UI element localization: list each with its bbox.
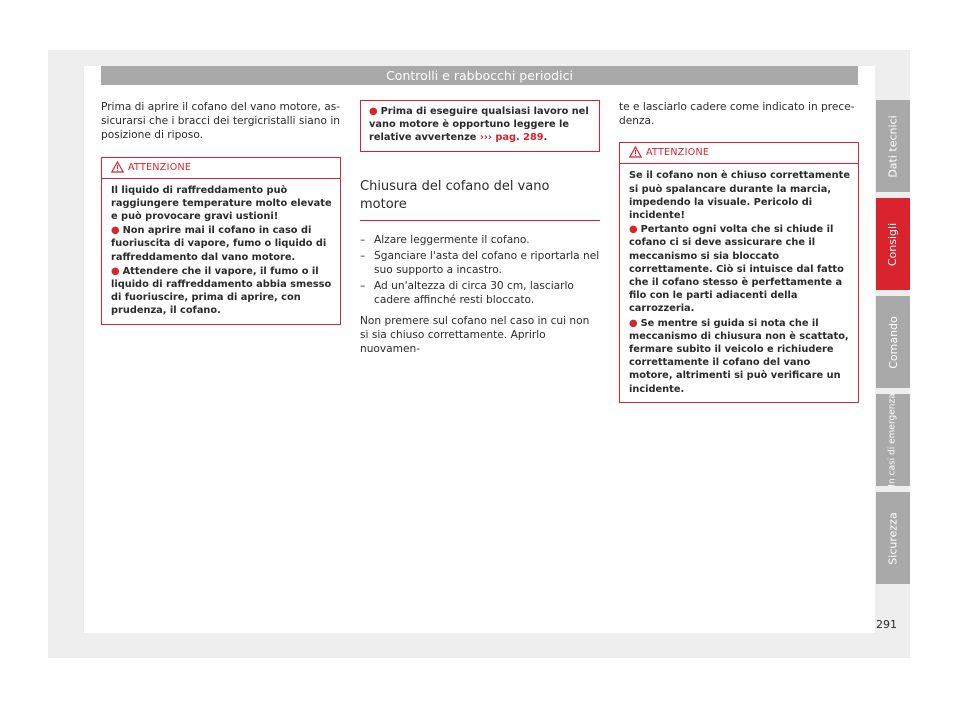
- warning-triangle-icon: [629, 146, 642, 158]
- warning-triangle-icon: [111, 161, 124, 173]
- warning-item: ● Se mentre si guida si nota che il meccanismo di chiusura non è scattato, fermare subito il veicolo e richiudere correttamente il cofano del vano motore, altrimenti si può verificare un incidente.: [629, 317, 849, 395]
- intro-paragraph: Prima di aprire il cofano del vano motore, assicurarsi che i bracci dei tergicristalli siano in posizione di riposo.: [101, 101, 341, 142]
- bullet-icon: ●: [111, 265, 120, 277]
- warning-box-coolant: [101, 157, 341, 325]
- warning-lead: Il liquido di raffreddamento può raggiungere temperature molto elevate e può provocare gravi ustioni!: [111, 184, 332, 223]
- warning-body: [102, 179, 340, 324]
- page-reference-link[interactable]: ››› pag. 289: [479, 132, 544, 144]
- warning-title: ATTENZIONE: [646, 147, 710, 159]
- page-number: 291: [876, 618, 897, 631]
- warning-lead: Se il cofano non è chiuso correttamente si può spalancare durante la marcia, impedendo la visuale. Pericolo di incidente!: [629, 170, 850, 222]
- continued-paragraph: te e lasciarlo cadere come indicato in precedenza.: [619, 101, 855, 128]
- body-paragraph: Non premere sul cofano nel caso in cui non si sia chiuso correttamente. Aprirlo nuovamen-: [360, 314, 590, 356]
- step-item: – Sganciare l'asta del cofano e riportarla nel suo supporto a incastro.: [360, 249, 600, 277]
- step-item: – Ad un'altezza di circa 30 cm, lasciarlo cadere affinché resti bloccato.: [360, 280, 574, 307]
- tab-in-casi-di-emergenza[interactable]: In casi di emergenza: [876, 394, 910, 486]
- tab-sicurezza[interactable]: Sicurezza: [876, 492, 910, 584]
- column-3: [619, 100, 859, 403]
- column-1: [101, 100, 341, 325]
- warning-title: ATTENZIONE: [128, 161, 192, 173]
- tab-dati-tecnici[interactable]: Dati tecnici: [876, 100, 910, 192]
- tab-comando[interactable]: Comando: [876, 296, 910, 388]
- warning-item: ● Attendere che il vapore, il fumo o il liquido di raffreddamento abbia smesso di fuoriuscire, prima di aprire, con prudenza, il cofano.: [111, 265, 332, 317]
- tab-consigli[interactable]: Consigli: [876, 198, 910, 290]
- warning-item: ● Non aprire mai il cofano in caso di fuoriuscita di vapore, fumo o liquido di raffreddamento dal vano motore.: [111, 225, 327, 263]
- note-box: ● Prima di eseguire qualsiasi lavoro nel vano motore è opportuno leggere le relative avvertenze ››› pag. 289.: [360, 100, 600, 152]
- bullet-icon: ●: [629, 317, 638, 329]
- section-title: Chiusura del cofano del vano motore: [360, 178, 600, 221]
- warning-item: ● Pertanto ogni volta che si chiude il cofano ci si deve assicurare che il meccanismo si sia bloccato correttamente. Ciò si intuisce dal fatto che il cofano stesso è perfettamente a filo con le parti adiacenti della carrozzeria.: [629, 224, 844, 315]
- bullet-icon: ●: [629, 224, 638, 236]
- bullet-icon: ●: [111, 225, 120, 237]
- step-item: – Alzare leggermente il cofano.: [360, 233, 530, 246]
- bullet-icon: ●: [369, 106, 378, 117]
- warning-header: [620, 143, 858, 164]
- page-header: Controlli e rabbocchi periodici: [101, 66, 858, 85]
- warning-body: [620, 164, 858, 401]
- column-2: [360, 100, 600, 368]
- warning-header: [102, 158, 340, 179]
- note-text: Prima di eseguire qualsiasi lavoro nel vano motore è opportuno leggere le relative avvertenze: [369, 106, 589, 144]
- warning-box-hood: [619, 142, 859, 402]
